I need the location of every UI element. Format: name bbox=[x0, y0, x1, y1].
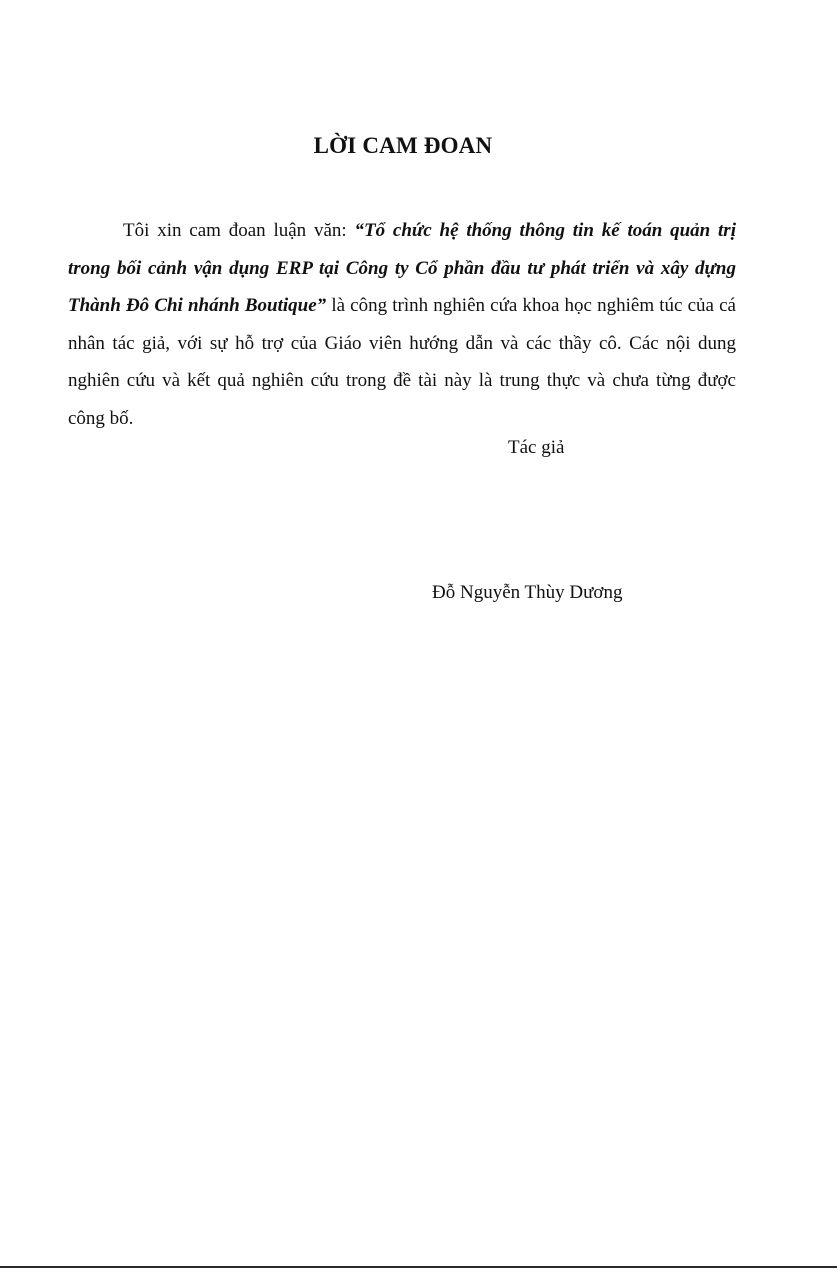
thesis-title: “Tổ chức hệ thống thông tin kế toán quản trị trong bối cảnh vận dụng ERP tại Công ty Cổ phần đầu tư phát triển và xây dựng Thành Đô Chi nhánh Boutique” bbox=[68, 220, 736, 317]
declaration-lead: Tôi xin cam đoan luận văn: bbox=[123, 220, 355, 241]
declaration-paragraph bbox=[68, 212, 736, 438]
page-title: LỜI CAM ĐOAN bbox=[313, 133, 493, 158]
declaration-rest: là công trình nghiên cứa khoa học nghiêm túc của cá nhân tác giả, với sự hỗ trợ của Giáo viên hướng dẫn và các thầy cô. Các nội dung nghiên cứu và kết quả nghiên cứu trong đề tài này là trung thực và chưa từng được công bố. bbox=[68, 295, 736, 429]
author-label: Tác giả bbox=[508, 437, 565, 458]
author-name: Đỗ Nguyễn Thùy Dương bbox=[432, 582, 623, 603]
page-bottom-border bbox=[0, 1266, 837, 1268]
